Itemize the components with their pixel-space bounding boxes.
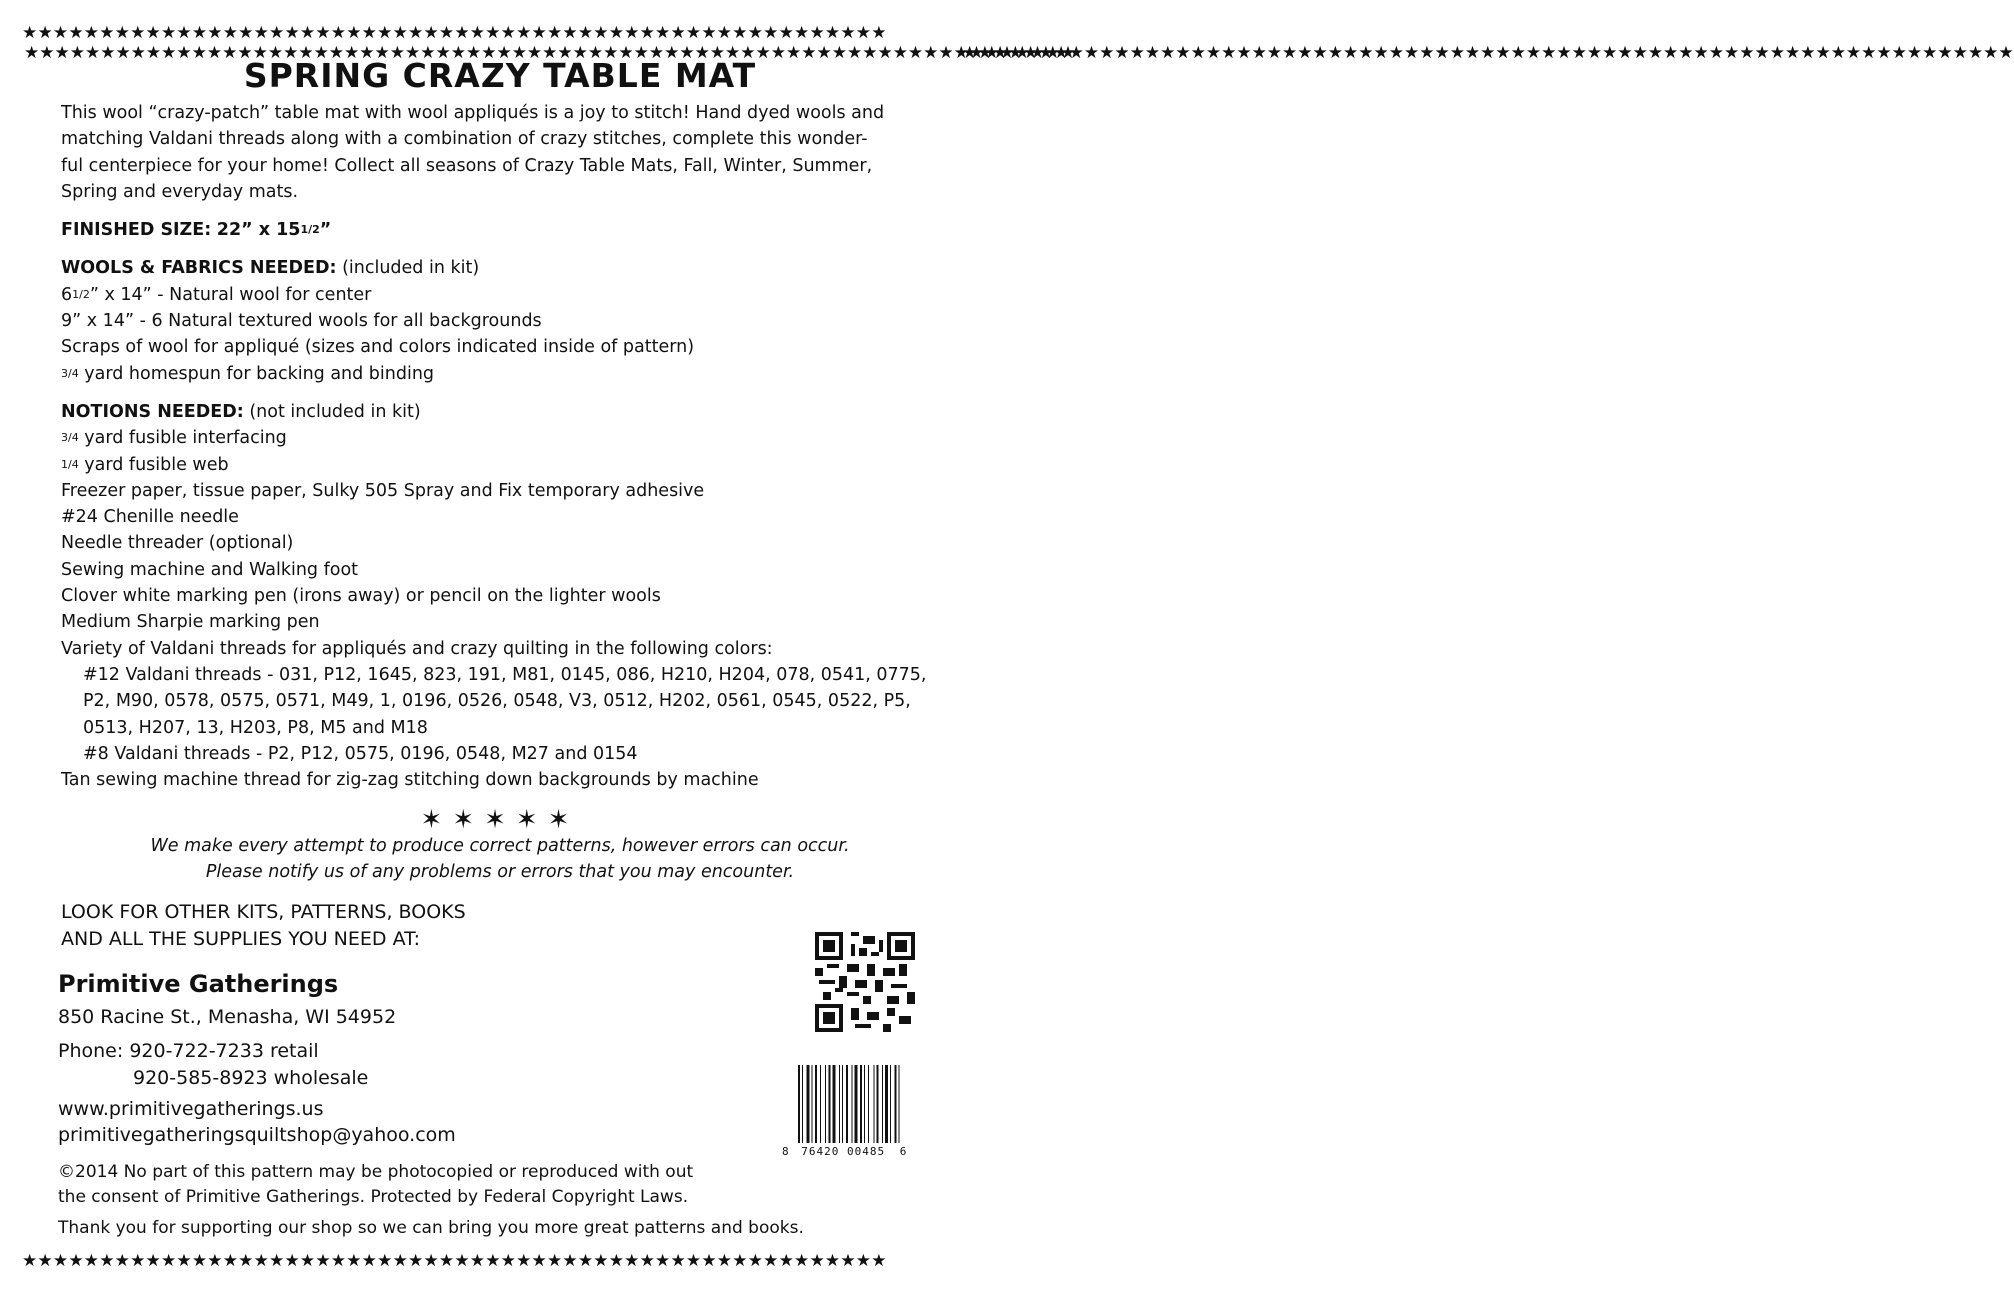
thread-list-line: #12 Valdani threads - 031, P12, 1645, 823, 191, M81, 0145, 086, H210, H204, 078, 0541, 0775, [83,664,927,685]
finished-size-quote: ” [319,220,332,241]
list-item [61,452,951,478]
look-for-line: LOOK FOR OTHER KITS, PATTERNS, BOOKS [61,901,466,923]
intro-line: Spring and everyday mats. [61,181,299,202]
website-link[interactable]: www.primitivegatherings.us [58,1098,324,1120]
list-item [61,425,951,451]
wools-heading: WOOLS & FABRICS NEEDED: [61,258,337,279]
main-content [61,100,951,793]
qr-code [815,932,915,1032]
intro-line: matching Valdani threads along with a combination of crazy stitches, complete this wonder- [61,129,868,150]
fraction: 3/4 [61,431,79,445]
phone-wholesale: 920-585-8923 wholesale [133,1067,369,1089]
wools-heading-line [61,255,951,281]
shop-name: Primitive Gatherings [58,970,339,998]
intro-line: ful centerpiece for your home! Collect all seasons of Crazy Table Mats, Fall, Winter, Summer, [61,155,873,176]
star-border-top: ★★★★★★★★★★★★★★★★★★★★★★★★★★★★★★★★★★★★★★★★★★★★★★★★★★★★★★★★ [22,23,887,43]
barcode-number [782,1145,942,1158]
copyright-line: ©2014 No part of this pattern may be photocopied or reproduced with out [58,1162,694,1182]
copyright-line: the consent of Primitive Gatherings. Protected by Federal Copyright Laws. [58,1187,689,1207]
star-border-bottom: ★★★★★★★★★★★★★★★★★★★★★★★★★★★★★★★★★★★★★★★★★★★★★★★★★★★★★★★★ [22,1251,887,1271]
intro-line: This wool “crazy-patch” table mat with wool appliqués is a joy to stitch! Hand dyed wools and [61,103,885,123]
list-item [61,361,951,387]
fraction: 1/2 [72,287,90,301]
disclaimer-line: We make every attempt to produce correct patterns, however errors can occur. [150,836,850,856]
finished-size-value: 22” x 15 [216,220,301,241]
list-item: Tan sewing machine thread for zig-zag stitching down backgrounds by machine [61,770,759,791]
list-item: Variety of Valdani threads for appliqués and crazy quilting in the following colors: [61,638,773,659]
item-text: yard fusible web [78,454,229,475]
barcode-last-digit: 6 [899,1145,907,1158]
fraction: 1/2 [300,223,320,237]
fraction: 1/4 [61,457,79,471]
list-item: Medium Sharpie marking pen [61,612,320,633]
look-for-heading [61,899,466,953]
notions-note: (not included in kit) [249,401,421,422]
email-link[interactable]: primitivegatheringsquiltshop@yahoo.com [58,1124,456,1146]
finished-size-label: FINISHED SIZE: [61,220,212,241]
thread-list-line: P2, M90, 0578, 0575, 0571, M49, 1, 0196, 0526, 0548, V3, 0512, H202, 0561, 0545, 0522, P5, [83,691,911,712]
list-item: Scraps of wool for appliqué (sizes and colors indicated inside of pattern) [61,337,695,358]
disclaimer-line: Please notify us of any problems or errors that you may encounter. [205,862,795,882]
barcode [796,1065,946,1155]
finished-size [61,217,951,243]
phone-retail-line [58,1040,319,1062]
notions-heading: NOTIONS NEEDED: [61,401,244,422]
list-item [61,282,951,308]
phone-retail: 920-722-7233 retail [129,1040,319,1062]
item-number: 6 [61,284,73,305]
page-title: SPRING CRAZY TABLE MAT [243,56,757,95]
star-border-right: ★★★★★★★★★★★★★★★★★★★★★★★★★★★★★★★★★★★★★★★★★★★★★★★★★★★★★★★★★★★★★★★★★★★★★ [962,43,2014,63]
thread-list-line: #8 Valdani threads - P2, P12, 0575, 0196, 0548, M27 and 0154 [83,743,638,764]
list-item: #24 Chenille needle [61,507,239,528]
item-text: yard homespun for backing and binding [78,363,435,384]
phone-label: Phone: [58,1040,124,1062]
fraction: 3/4 [61,366,79,380]
star-border-left: ★★★★★★★★★★★★★★★★★★★★★★★★★★★★★★★★★★★★★★★★★★★★★★★★★★★★★★★★★★★★★★★★★★★★★ [24,43,1076,63]
barcode-first-digit: 8 [782,1145,789,1158]
barcode-digits: 76420 00485 [801,1145,886,1158]
item-text: ” x 14” - Natural wool for center [89,284,372,305]
item-text: yard fusible interfacing [78,428,287,449]
thanks-note: Thank you for supporting our shop so we can bring you more great patterns and books. [58,1218,804,1238]
divider-stars: ✶✶✶✶✶ [420,805,580,835]
list-item: Needle threader (optional) [61,533,294,554]
copyright [58,1160,693,1210]
list-item: 9” x 14” - 6 Natural textured wools for all backgrounds [61,311,542,332]
shop-address: 850 Racine St., Menasha, WI 54952 [58,1006,397,1028]
list-item: Clover white marking pen (irons away) or pencil on the lighter wools [61,586,661,607]
list-item: Sewing machine and Walking foot [61,559,359,580]
look-for-line: AND ALL THE SUPPLIES YOU NEED AT: [61,928,421,950]
thread-list-line: 0513, H207, 13, H203, P8, M5 and M18 [83,717,428,738]
wools-note: (included in kit) [342,258,480,279]
list-item: Freezer paper, tissue paper, Sulky 505 Spray and Fix temporary adhesive [61,480,705,501]
notions-heading-line [61,399,951,425]
